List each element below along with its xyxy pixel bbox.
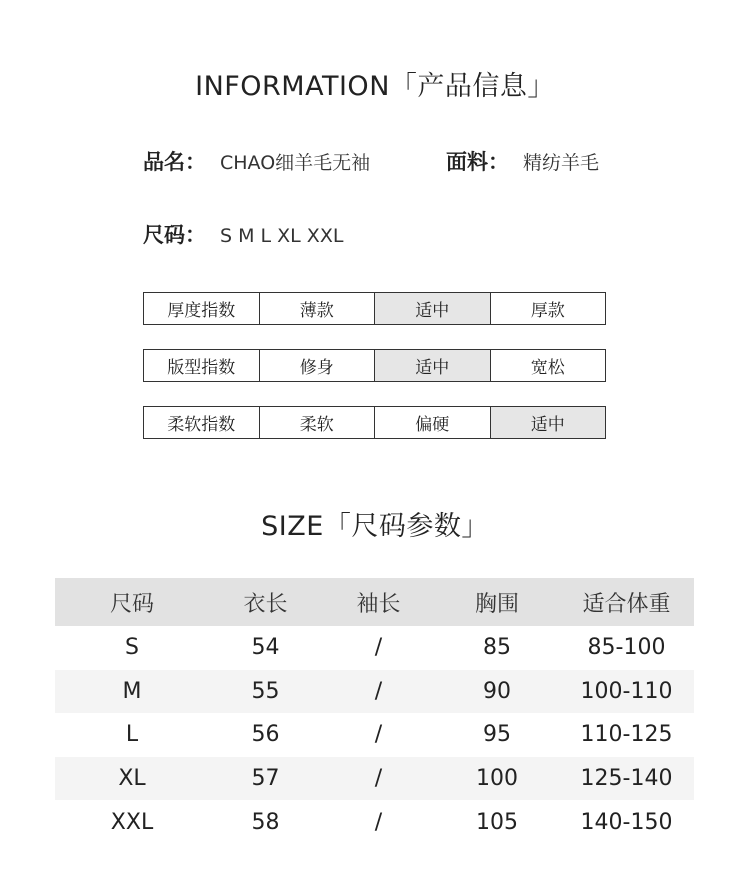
table-cell: 54: [251, 635, 280, 661]
table-cell: 85: [483, 635, 511, 661]
index-option: 修身: [260, 350, 376, 381]
index-option: 薄款: [260, 293, 376, 324]
index-label: 柔软指数: [144, 407, 260, 438]
index-option: 适中: [491, 407, 606, 438]
table-cell: XL: [118, 766, 146, 792]
product-name-label: 品名：: [143, 150, 206, 174]
table-cell: 56: [251, 722, 280, 748]
table-header-row: [55, 578, 694, 626]
table-cell: 105: [476, 809, 518, 835]
table-header-cell: 适合体重: [582, 591, 671, 617]
table-row: [55, 626, 694, 670]
size-label: 尺码：: [143, 223, 206, 247]
size-table: [55, 578, 694, 844]
fit-index-row: [143, 349, 606, 382]
index-option: 适中: [375, 293, 491, 324]
table-row: [55, 713, 694, 757]
index-label: 厚度指数: [144, 293, 260, 324]
table-cell: 55: [251, 678, 280, 704]
material-value: 精纺羊毛: [523, 152, 600, 174]
size-value: S M L XL XXL: [220, 225, 344, 247]
table-cell: 90: [483, 678, 511, 704]
material-field: [446, 146, 599, 176]
table-cell: 125-140: [580, 766, 673, 792]
thickness-index-row: [143, 292, 606, 325]
table-cell: 57: [251, 766, 280, 792]
index-option: 宽松: [530, 358, 565, 378]
table-header-cell: 袖长: [356, 591, 401, 617]
table-cell: 85-100: [587, 635, 666, 661]
information-title: INFORMATION「产品信息」: [195, 71, 555, 102]
material-label: 面料：: [446, 150, 509, 174]
index-option: 适中: [375, 350, 491, 381]
size-field: [143, 219, 343, 249]
index-option: 厚款: [530, 301, 565, 321]
table-cell: 140-150: [580, 809, 673, 835]
table-cell: /: [374, 766, 383, 792]
table-header-cell: 胸围: [474, 591, 519, 617]
table-cell: /: [374, 635, 383, 661]
softness-index-row: [143, 406, 606, 439]
table-header-cell: 衣长: [243, 591, 288, 617]
table-cell: S: [125, 635, 139, 661]
table-cell: /: [374, 809, 383, 835]
table-cell: 100-110: [580, 678, 673, 704]
table-cell: 110-125: [580, 722, 673, 748]
table-cell: L: [125, 722, 139, 748]
table-row: [55, 757, 694, 801]
table-cell: /: [374, 722, 383, 748]
table-cell: 100: [476, 766, 518, 792]
table-header-cell: 尺码: [109, 591, 154, 617]
table-cell: 58: [251, 809, 280, 835]
product-name-field: [143, 146, 370, 176]
table-cell: XXL: [110, 809, 154, 835]
size-title: SIZE「尺码参数」: [261, 511, 489, 542]
table-cell: M: [122, 678, 142, 704]
index-label: 版型指数: [144, 350, 260, 381]
table-row: [55, 800, 694, 844]
index-option: 偏硬: [375, 407, 491, 438]
index-option: 柔软: [260, 407, 376, 438]
product-name-value: CHAO细羊毛无袖: [220, 152, 371, 174]
table-cell: 95: [483, 722, 511, 748]
table-row: [55, 670, 694, 714]
table-cell: /: [374, 678, 383, 704]
